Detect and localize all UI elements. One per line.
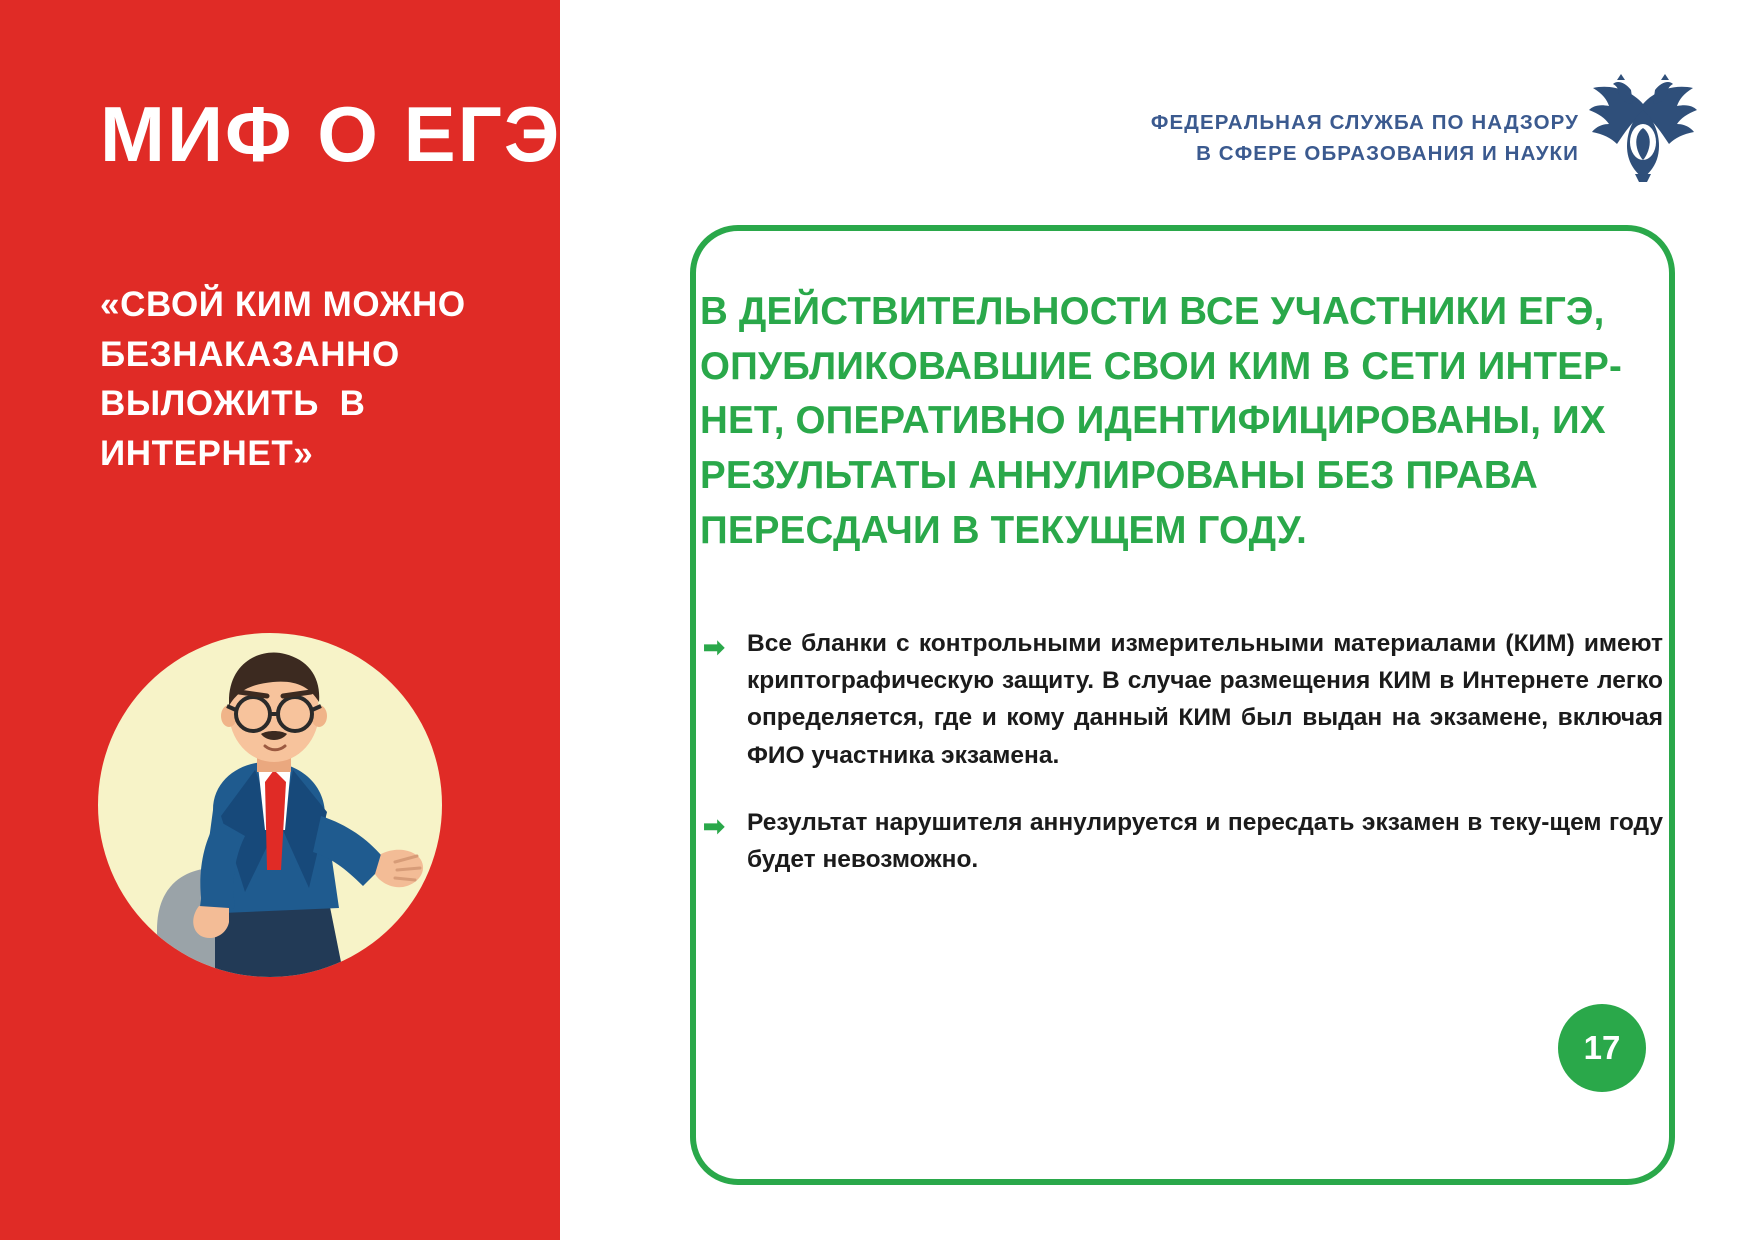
bullet-list [703,625,1663,908]
list-item [703,625,1663,774]
agency-header-line-2: В СФЕРЕ ОБРАЗОВАНИЯ И НАУКИ [1196,141,1579,165]
list-item [703,804,1663,878]
page-title: МИФ О ЕГЭ [100,90,562,178]
list-item-text: Все бланки с контрольными измерительными материалами (КИМ) имеют криптографическую защиту. В случае размещения КИМ в Интернете легко определяется, где и кому данный КИМ был выдан на экзамене, включая ФИО участника экзамена. [747,630,1663,769]
agency-header [1151,108,1579,170]
man-shrugging-illustration [95,630,445,980]
double-headed-eagle-emblem [1587,70,1699,182]
page-number-badge: 17 [1558,1004,1646,1092]
arrow-right-icon: ➡ [703,632,725,662]
agency-header-line-1: ФЕДЕРАЛЬНАЯ СЛУЖБА ПО НАДЗОРУ [1150,111,1579,134]
myth-quote: «СВОЙ КИМ МОЖНО БЕЗНАКАЗАННО ВЫЛОЖИТЬ В ИНТЕРНЕТ» [100,285,466,474]
answer-heading: В ДЕЙСТВИТЕЛЬНОСТИ ВСЕ УЧАСТНИКИ ЕГЭ, ОПУБЛИКОВАВШИЕ СВОИ КИМ В СЕТИ ИНТЕР-НЕТ, ОПЕРАТИВНО ИДЕНТИФИЦИРОВАНЫ, ИХ РЕЗУЛЬТАТЫ АННУЛИРОВАНЫ БЕЗ ПРАВА ПЕРЕСДАЧИ В ТЕКУЩЕМ ГОДУ. [700,290,1622,552]
list-item-text: Результат нарушителя аннулируется и пересдать экзамен в теку-щем году будет невозможно. [747,808,1663,874]
arrow-right-icon: ➡ [703,810,725,841]
